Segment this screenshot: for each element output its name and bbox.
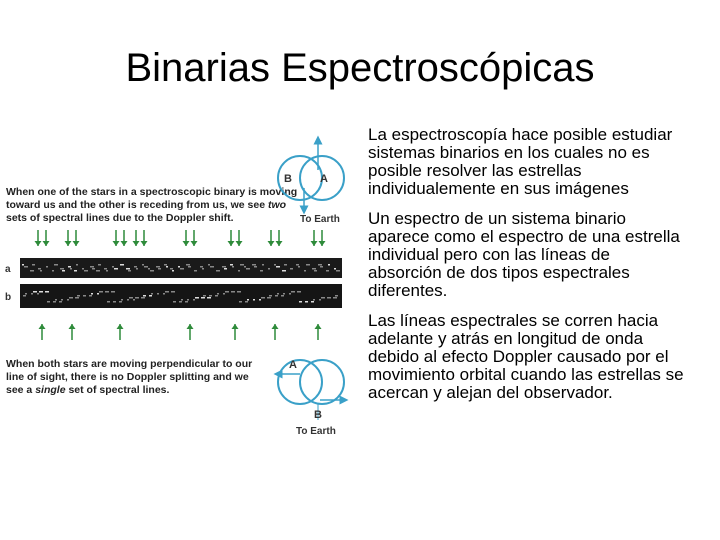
spectrum-speckle [283, 293, 285, 295]
spectrum-speckle [163, 293, 165, 295]
spectrum-speckle [134, 266, 137, 268]
spectrum-speckle [201, 297, 205, 299]
star-a-label-bottom: A [289, 359, 297, 371]
spectrum-speckle [149, 295, 152, 297]
spectrum-speckle [60, 268, 64, 270]
spectrum-speckle [262, 264, 264, 266]
line-arrow-up-head [272, 324, 279, 329]
spectrum-speckle [225, 291, 229, 293]
spectrum-speckle [200, 266, 203, 268]
spectrum-speckle [32, 264, 35, 266]
spectrum-speckle [141, 297, 145, 299]
spectrum-speckle [224, 268, 227, 270]
spectrum-speckle [128, 270, 131, 272]
spectrum-speckle [158, 268, 161, 270]
spectrum-speckle [23, 295, 26, 297]
spectrum-speckle [305, 301, 308, 303]
spectrum-strips [5, 258, 342, 308]
spectrum-speckle [327, 297, 331, 299]
spectrum-speckle [326, 270, 329, 272]
top-caption-emphasis: two [267, 199, 287, 211]
spectrum-speckle [290, 268, 293, 270]
spectrum-speckle [53, 301, 56, 303]
spectrum-speckle [297, 291, 301, 293]
spectrum-strip-b [20, 284, 342, 308]
spectrum-speckle [240, 264, 244, 266]
bottom-caption-emphasis: single [35, 384, 66, 396]
spectrum-speckle [150, 270, 154, 272]
spectrum-speckle [121, 299, 123, 301]
spectrum-speckle [151, 293, 153, 295]
spectrum-speckle [185, 301, 188, 303]
spectrum-speckle [254, 266, 257, 268]
line-arrow-down-head [191, 241, 198, 246]
spectrum-speckle [135, 297, 139, 299]
line-arrow-down-head [133, 241, 140, 246]
spectrum-speckle [170, 268, 173, 270]
slide-title: Binarias Espectroscópicas [125, 46, 595, 90]
spectrum-speckle [105, 291, 109, 293]
spectrum-speckle [267, 297, 271, 299]
binary-spectrum-figure [0, 130, 360, 450]
spectrum-speckle [148, 268, 150, 270]
spectrum-speckle [284, 264, 287, 266]
bullet-2: Un espectro de un sistema binario aparece como el espectro de una estrella individual pero con las líneas de absorción de dos tipos espectrales diferentes. [368, 209, 680, 300]
spectrum-speckle [296, 264, 299, 266]
spectrum-speckle [247, 299, 249, 301]
spectrum-speckle [178, 266, 180, 268]
bullet-list [368, 126, 688, 414]
spectrum-speckle [299, 301, 302, 303]
spectrum-speckle [253, 299, 255, 301]
spectrum-speckle [113, 301, 116, 303]
spectrum-speckle [76, 264, 78, 266]
bullet-1: La espectroscopía hace posible estudiar sistemas binarios en los cuales no es posible resolver las estrellas individualemente en sus imágenes [368, 125, 673, 198]
spectrum-speckle [282, 270, 286, 272]
spectrum-speckle [260, 270, 263, 272]
spectrum-speckle [231, 291, 235, 293]
spectrum-speckle [277, 293, 279, 295]
line-arrow-up-head [69, 324, 76, 329]
spectrum-speckle [275, 295, 278, 297]
top-orbit-diagram [278, 140, 344, 225]
spectrum-speckle [223, 293, 225, 295]
spectrum-speckle [208, 264, 210, 266]
spectrum-speckle [259, 299, 261, 301]
spectrum-speckle [45, 291, 49, 293]
spectrum-speckle [74, 270, 77, 272]
spectrum-speckle [261, 297, 265, 299]
spectrum-speckle [321, 297, 325, 299]
line-arrow-up-head [187, 324, 194, 329]
spectrum-speckle [37, 293, 39, 295]
spectrum-speckle [142, 264, 144, 266]
spectrum-speckle [222, 266, 226, 268]
line-arrow-down-head [121, 241, 128, 246]
spectrum-speckle [98, 264, 101, 266]
spectrum-speckle [39, 291, 43, 293]
spectrum-speckle [68, 266, 71, 268]
line-arrow-down-head [228, 241, 235, 246]
spectrum-speckle [230, 264, 233, 266]
spectrum-speckle [335, 295, 338, 297]
star-a-label: A [320, 173, 328, 185]
spectrum-speckle [96, 270, 100, 272]
spectrum-speckle [111, 291, 115, 293]
spectrum-speckle [203, 295, 206, 297]
spectrum-speckle [210, 266, 214, 268]
line-arrow-up-head [315, 324, 322, 329]
spectrum-speckle [314, 270, 317, 272]
to-earth-label-bottom: To Earth [296, 426, 336, 437]
spectrum-speckle [186, 264, 190, 266]
spectrum-speckle [319, 299, 321, 301]
spectrum-speckle [77, 295, 80, 297]
bottom-orbit-diagram [278, 359, 344, 437]
spectrum-speckle [202, 268, 204, 270]
spectrum-speckle [291, 291, 295, 293]
spectrum-speckle [30, 270, 34, 272]
spectrum-speckle [75, 297, 79, 299]
spectrum-speckle [47, 301, 50, 303]
spectrum-speckle [336, 270, 340, 272]
to-earth-label: To Earth [300, 214, 340, 225]
spectrum-speckle [114, 268, 118, 270]
spectrum-speckle [312, 268, 316, 270]
spectrum-speckle [143, 295, 146, 297]
spectrum-speckle [237, 291, 241, 293]
spectrum-speckle [246, 268, 250, 270]
top-caption-text-end: sets of spectral lines due to the Doppler shift. [6, 212, 234, 224]
spectrum-speckle [276, 266, 280, 268]
spectrum-speckle [215, 295, 218, 297]
spectrum-label-a: a [5, 264, 11, 275]
spectrum-speckle [289, 293, 291, 295]
spectrum-speckle [84, 270, 88, 272]
line-arrow-down-head [65, 241, 72, 246]
spectrum-speckle [193, 299, 195, 301]
bottom-caption-text-end: set of spectral lines. [65, 384, 170, 396]
spectrum-speckle [69, 297, 73, 299]
spectrum-speckle [164, 264, 167, 266]
line-arrow-down-head [276, 241, 283, 246]
spectrum-speckle [144, 266, 148, 268]
single-line-arrows [39, 324, 322, 340]
spectrum-speckle [91, 293, 93, 295]
spectrum-speckle [22, 264, 24, 266]
line-arrow-down-head [43, 241, 50, 246]
spectrum-speckle [244, 266, 246, 268]
line-arrow-down-head [268, 241, 275, 246]
spectrum-speckle [24, 266, 28, 268]
spectrum-speckle [136, 268, 138, 270]
spectrum-speckle [46, 266, 48, 268]
star-b-label-bottom: B [314, 409, 322, 421]
spectrum-speckle [104, 268, 107, 270]
star-b-label: B [284, 173, 292, 185]
line-arrow-down-head [183, 241, 190, 246]
line-arrow-up-head [117, 324, 124, 329]
spectrum-speckle [90, 266, 94, 268]
spectrum-speckle [33, 291, 37, 293]
spectrum-speckle [40, 270, 42, 272]
spectrum-speckle [126, 268, 130, 270]
spectrum-speckle [107, 301, 110, 303]
spectrum-speckle [281, 295, 284, 297]
spectrum-speckle [157, 293, 159, 295]
spectrum-speckle [156, 266, 160, 268]
spectrum-speckle [54, 264, 58, 266]
spectrum-speckle [318, 264, 322, 266]
spectrum-speckle [129, 297, 133, 299]
spectrum-speckle [238, 270, 240, 272]
bullet-3: Las líneas espectrales se corren hacia adelante y atrás en longitud de onda debido al efecto Doppler causado por el movimiento orbital cuando las estrellas se acercan y alejan del observador. [368, 311, 684, 402]
spectrum-speckle [328, 264, 330, 266]
spectrum-speckle [52, 270, 54, 272]
spectrum-speckle [334, 268, 336, 270]
spectrum-speckle [62, 270, 65, 272]
figure-graphics [0, 130, 360, 450]
line-arrow-down-head [319, 241, 326, 246]
spectrum-speckle [274, 264, 276, 266]
spectrum-speckle [165, 291, 169, 293]
spectrum-speckle [298, 266, 300, 268]
spectrum-speckle [173, 301, 176, 303]
spectrum-speckle [133, 299, 135, 301]
spectrum-speckle [239, 301, 242, 303]
spectrum-speckle [99, 291, 103, 293]
spectrum-speckle [217, 293, 219, 295]
spectrum-speckle [172, 270, 174, 272]
spectrum-speckle [120, 264, 124, 266]
line-arrow-down-head [35, 241, 42, 246]
line-arrow-down-head [311, 241, 318, 246]
spectrum-speckle [67, 299, 69, 301]
spectrum-speckle [112, 266, 114, 268]
spectrum-speckle [304, 270, 306, 272]
spectrum-label-b: b [5, 292, 12, 303]
spectrum-speckle [320, 266, 323, 268]
spectrum-speckle [207, 297, 211, 299]
spectrum-speckle [311, 301, 314, 303]
spectrum-speckle [209, 295, 212, 297]
spectrum-speckle [252, 264, 256, 266]
spectrum-speckle [59, 301, 62, 303]
spectrum-speckle [89, 295, 92, 297]
spectrum-speckle [106, 270, 108, 272]
spectrum-speckle [181, 299, 183, 301]
spectrum-speckle [179, 301, 182, 303]
spectrum-speckle [188, 266, 191, 268]
line-arrow-down-head [236, 241, 243, 246]
spectrum-speckle [269, 295, 272, 297]
line-arrow-down-head [113, 241, 120, 246]
line-arrow-up-head [39, 324, 46, 329]
spectrum-speckle [31, 293, 33, 295]
line-arrow-up-head [232, 324, 239, 329]
spectrum-speckle [70, 268, 72, 270]
spectrum-speckle [245, 301, 248, 303]
spectrum-speckle [38, 268, 41, 270]
doubled-line-arrows [35, 230, 326, 246]
spectrum-speckle [187, 299, 189, 301]
spectrum-speckle [166, 266, 168, 268]
spectrum-speckle [268, 268, 270, 270]
spectrum-speckle [82, 268, 84, 270]
spectrum-speckle [216, 270, 220, 272]
spectrum-speckle [25, 293, 27, 295]
spectrum-speckle [127, 299, 129, 301]
spectrum-speckle [83, 295, 86, 297]
spectrum-speckle [333, 297, 337, 299]
spectrum-speckle [61, 299, 63, 301]
spectrum-speckle [171, 291, 175, 293]
spectrum-speckle [92, 268, 95, 270]
line-arrow-down-head [141, 241, 148, 246]
spectrum-speckle [232, 266, 234, 268]
spectrum-speckle [313, 299, 315, 301]
bottom-caption-text: When both stars are moving perpendicular to our line of sight, there is no Doppler splitting and we see a [6, 358, 253, 396]
line-arrow-down-head [73, 241, 80, 246]
spectrum-speckle [194, 270, 197, 272]
top-caption-text: When one of the stars in a spectroscopic binary is moving toward us and the other is receding from us, we see [6, 186, 298, 211]
spectrum-speckle [306, 264, 310, 266]
spectrum-speckle [180, 268, 184, 270]
spectrum-speckle [55, 299, 57, 301]
spectrum-speckle [119, 301, 122, 303]
spectrum-speckle [195, 297, 199, 299]
spectrum-speckle [97, 293, 99, 295]
